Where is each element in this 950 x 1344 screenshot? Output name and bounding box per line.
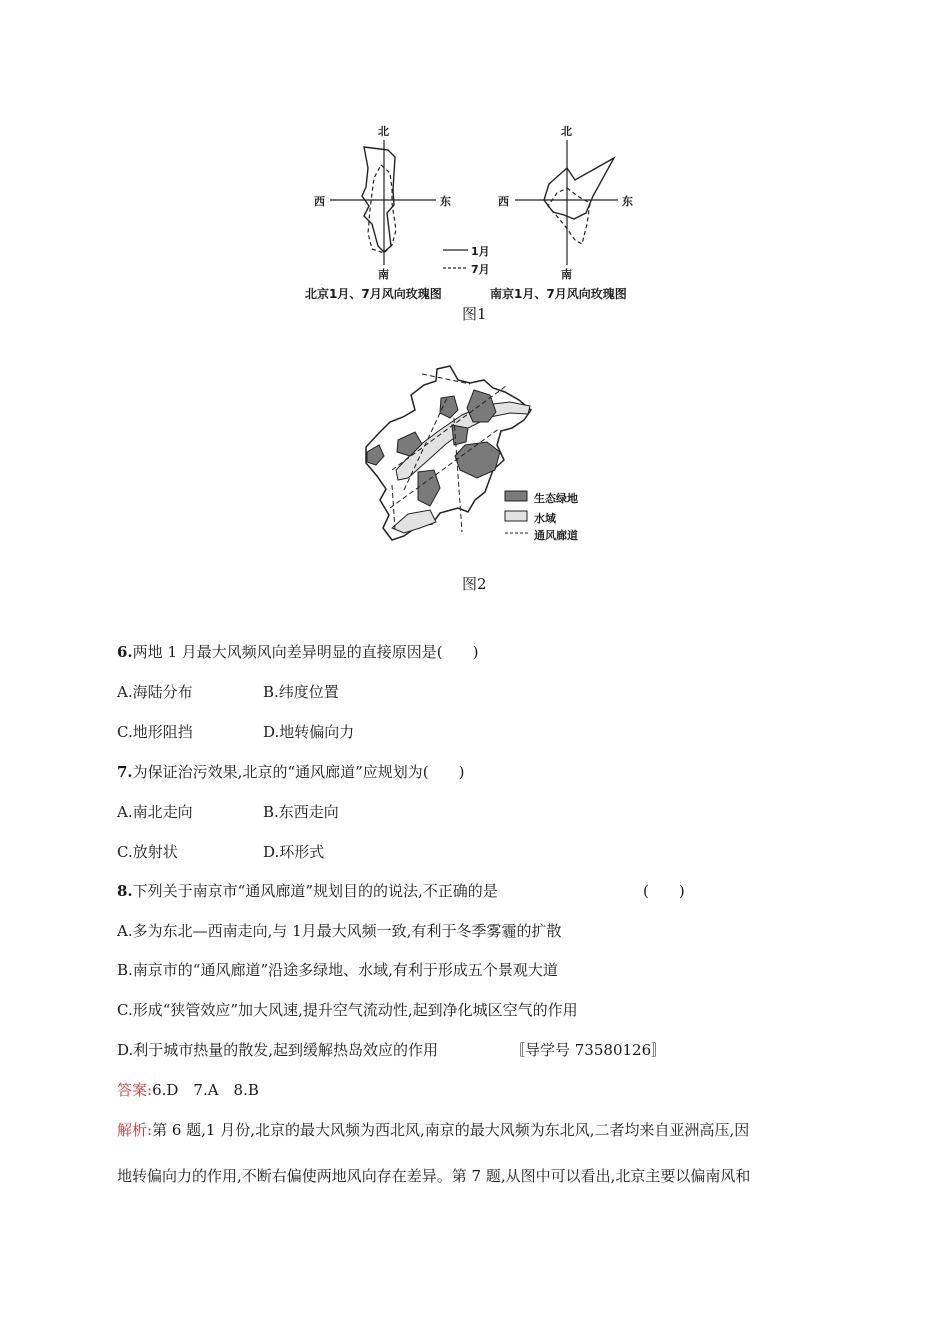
beijing-south-label: 南 <box>378 268 389 281</box>
nanjing-west-label: 西 <box>498 195 509 208</box>
question-number: 8. <box>117 882 133 900</box>
legend-corridor-label: 通风廊道 <box>534 529 578 542</box>
question-text: 两地 1 月最大风频风向差异明显的直接原因是( ) <box>132 643 479 661</box>
guide-number: 〚导学号 73580126〛 <box>510 1041 667 1059</box>
question-7 <box>117 761 464 782</box>
nanjing-south-label: 南 <box>561 268 572 281</box>
option-7a[interactable]: A.南北走向 <box>117 803 193 821</box>
figure-2-map <box>0 0 950 600</box>
option-7d[interactable]: D.环形式 <box>263 843 325 861</box>
option-6d[interactable]: D.地转偏向力 <box>263 723 355 741</box>
figure-2-caption: 图2 <box>462 575 487 593</box>
map-legend-swatches <box>505 491 528 533</box>
legend-green-label: 生态绿地 <box>534 492 578 505</box>
option-8a[interactable]: A.多为东北—西南走向,与 1月最大风频一致,有利于冬季雾霾的扩散 <box>117 922 562 940</box>
answer-text: 6.D 7.A 8.B <box>152 1081 259 1099</box>
analysis-line-1 <box>117 1119 749 1140</box>
question-6 <box>117 641 478 662</box>
question-8-paren: ( ) <box>643 882 685 900</box>
option-7c[interactable]: C.放射状 <box>117 843 178 861</box>
question-text: 为保证治污效果,北京的“通风廊道”应规划为( ) <box>132 763 465 781</box>
option-6b[interactable]: B.纬度位置 <box>263 683 339 701</box>
option-6a[interactable]: A.海陆分布 <box>117 683 193 701</box>
nanjing-east-label: 东 <box>622 195 633 208</box>
question-text: 下列关于南京市“通风廊道”规划目的的说法,不正确的是 <box>132 882 498 900</box>
legend-water-label: 水域 <box>534 512 556 525</box>
option-8d[interactable]: D.利于城市热量的散发,起到缓解热岛效应的作用 <box>117 1041 439 1059</box>
option-8b[interactable]: B.南京市的“通风廊道”沿途多绿地、水域,有利于形成五个景观大道 <box>117 961 558 979</box>
figure-1-caption: 图1 <box>462 305 487 323</box>
beijing-north-label: 北 <box>378 125 389 138</box>
analysis-text-1: 第 6 题,1 月份,北京的最大风频为西北风,南京的最大风频为东北风,二者均来自亚洲高压,因 <box>152 1121 750 1139</box>
question-number: 7. <box>117 763 133 781</box>
legend-jul-label: 7月 <box>471 263 490 276</box>
question-8 <box>117 880 498 901</box>
nanjing-north-label: 北 <box>561 125 572 138</box>
question-number: 6. <box>117 643 133 661</box>
analysis-line-2: 地转偏向力的作用,不断右偏使两地风向存在差异。第 7 题,从图中可以看出,北京主要以偏南风和 <box>117 1167 751 1185</box>
beijing-rose-title: 北京1月、7月风向玫瑰图 <box>305 287 442 301</box>
option-6c[interactable]: C.地形阻挡 <box>117 723 193 741</box>
legend-jan-label: 1月 <box>471 245 490 258</box>
option-8c[interactable]: C.形成“狭管效应”加大风速,提升空气流动性,起到净化城区空气的作用 <box>117 1001 578 1019</box>
option-7b[interactable]: B.东西走向 <box>263 803 339 821</box>
answer-label: 答案: <box>117 1081 153 1099</box>
nanjing-rose-title: 南京1月、7月风向玫瑰图 <box>490 287 627 301</box>
beijing-west-label: 西 <box>314 195 325 208</box>
beijing-east-label: 东 <box>440 195 451 208</box>
answer-line <box>117 1079 259 1100</box>
analysis-label: 解析: <box>117 1121 153 1139</box>
